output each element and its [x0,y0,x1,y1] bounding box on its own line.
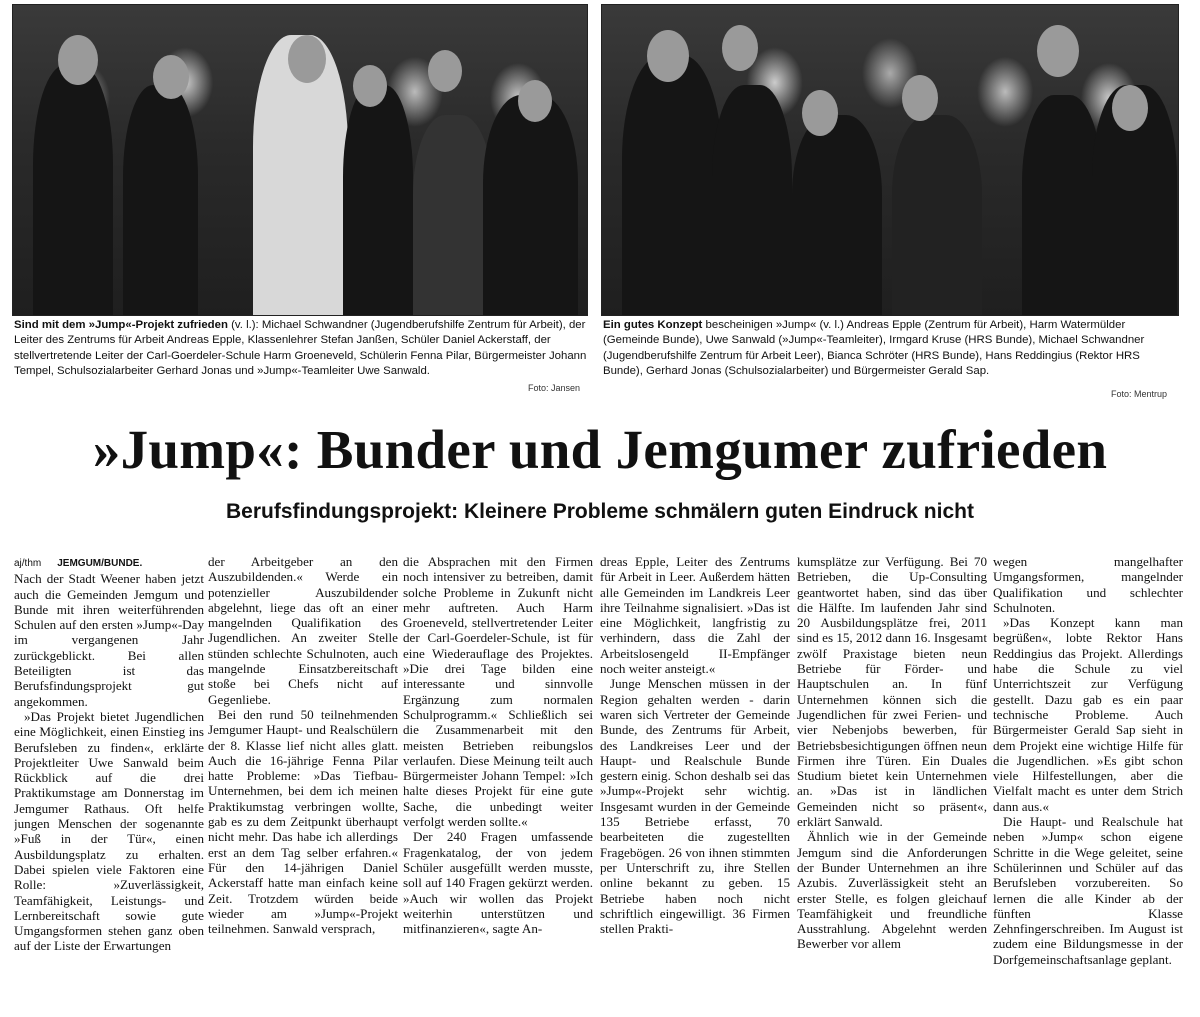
paragraph: der Arbeitgeber an den Auszubildenden.« Werde ein potenzieller Auszubildender abgelehnt, liege das oft an einer mangelnden Qualifikation des Jugendlichen. An zweiter Stelle stünden schlechte Schulnoten, auch mangelnde Einsatzbereitschaft stoße bei Chefs nicht auf Gegenliebe. [208,554,398,707]
article-column-6 [993,554,1183,1017]
paragraph: dreas Epple, Leiter des Zentrums für Arbeit in Leer. Außerdem hätten alle Gemeinden im Landkreis Leer ihre Teilnahme signalisiert. »Das ist eine Möglichkeit, langfristig zu verhindern, dass die Zahl der Arbeitslosengeld II-Empfänger noch weiter ansteigt.« [600,554,790,677]
dateline-place: JEMGUM/BUNDE. [57,558,143,569]
group-photo-right [601,4,1179,316]
paragraph: wegen mangelhafter Umgangsformen, mangelnder Qualifikation und schlechter Schulnoten. [993,554,1183,615]
paragraph: »Das Projekt bietet Jugendlichen eine Möglichkeit, einen Einstieg ins Berufsleben zu finden«, erklärte Projektleiter Uwe Sanwald beim Rückblick auf die drei Praktikumstage am Donnerstag im Jemgumer Rathaus. Oft helfe jungen Menschen der sogenannte »Fuß in der Tür«, einen Ausbildungsplatz zu erhalten. Dabei spielen viele Faktoren eine Rolle: »Zuverlässigkeit, Teamfähigkeit, Leistungs- und Lernbereitschaft sowie gute Umgangsformen stehen ganz oben auf der Liste der Erwartungen [14,708,204,954]
paragraph: Ähnlich wie in der Gemeinde Jemgum sind die Anforderungen der Bunder Unternehmen an ihre Azubis. Zuverlässigkeit steht an erster Stelle, es folgen gleichauf Teamfähigkeit und freundliche Ausstrahlung. Abgelehnt werden Bewerber vor allem [797,829,987,952]
article-headline: »Jump«: Bunder und Jemgumer zufrieden [92,419,1108,480]
caption-right-text: bescheinigen »Jump« (v. l.) Andreas Epple (Zentrum für Arbeit), Harm Watermülder (Gemeinde Bunde), Uwe Sanwald (»Jump«-Teamleiter), Irmgard Kruse (HRS Bunde), Michael Schwandner (Jugendberufshilfe Zentrum für Arbeit Leer), Bianca Schröter (HRS Bunde), Hans Reddingius (Rektor HRS Bunde), Gerhard Jonas (Schulsozialarbeiter) und Bürgermeister Gerald Sap. [603,319,1145,378]
paragraph: Nach der Stadt Weener haben jetzt auch die Gemeinden Jemgum und Bunde mit ihren weiterführenden Schulen auf den ersten »Jump«-Day im vergangenen Jahr zurückgeblickt. Bei allen Beteiligten ist das Berufsfindungsprojekt gut angekommen. [14,571,204,709]
caption-right-lead: Ein gutes Konzept [603,319,703,331]
paragraph: kumsplätze zur Verfügung. Bei 70 Betrieben, die Up-Consulting geantwortet haben, sind das über die Hälfte. Im laufenden Jahr sind 20 Ausbildungsplätze frei, 2011 sind es 15, 2012 dann 16. Insgesamt zwölf Praxistage bieten neun Betriebe für Förder- und Hauptschulen an. In fünf Unternehmen können sich die Jugendlichen für zwei Ferien- und vier Nebenjobs bewerben, für Betriebsbesichtigungen öffnen neun Firmen ihre Türen. Ein Duales Studium bietet kein Unternehmen an. »Das ist in ländlichen Gemeinden nicht so präsent«, erklärt Sanwald. [797,554,987,830]
paragraph: Junge Menschen müssen in der Region gehalten werden - darin waren sich Vertreter der Gemeinde Bunde, des Zentrums für Arbeit, des Landkreises Leer und der Haupt- und Realschule Bunde gestern einig. Schon deshalb sei das »Jump«-Projekt sehr wichtig. Insgesamt wurden in der Gemeinde 135 Betriebe erfasst, 70 bearbeiteten die zugestellten Fragebögen. 26 von ihnen stimmten per Unterschrift zu, ihre Stellen online bekannt zu geben. 15 Betriebe haben noch nicht schriftlich eingewilligt. 36 Firmen stellen Prakti- [600,676,790,937]
paragraph: Der 240 Fragen umfassende Fragenkatalog, der von jedem Schüler ausgefüllt werden musste, soll auf 140 Fragen gekürzt werden. »Auch wir wollen das Projekt weiterhin unterstützen und mitfinanzieren«, sagte An- [403,829,593,937]
group-photo-left [12,4,588,316]
paragraph: Bei den rund 50 teilnehmenden Jemgumer Haupt- und Realschülern der 8. Klasse lief nicht alles glatt. Auch die 16-jährige Fenna Pilar hatte Probleme: »Das Tiefbau-Unternehmen, bei dem ich meinen Praktikumstag verbringen wollte, gab es zu dem Zeitpunkt überhaupt nicht mehr. Das habe ich allerdings erst an dem Tag selber erfahren.« Für den 14-jährigen Daniel Ackerstaff hatte man einfach keine Zeit. Trotzdem würden beide wieder am »Jump«-Projekt teilnehmen. Sanwald versprach, [208,706,398,937]
article-column-3 [403,554,593,1017]
photo-caption-left [14,318,588,380]
photo-credit-left: Foto: Jansen [528,383,581,393]
dateline-author: aj/thm [14,558,42,569]
article-subheadline: Berufsfindungsprojekt: Kleinere Probleme schmälern guten Eindruck nicht [226,500,974,523]
paragraph: »Das Konzept kann man begrüßen«, lobte Rektor Hans Reddingius das Projekt. Allerdings habe die Schule zu viel Unterrichtszeit zur Verfügung gestellt. Dazu gab es ein paar technische Probleme. Auch Bürgermeister Gerald Sap sieht in dem Projekt eine wichtige Hilfe für die Jugendlichen. »Es gibt schon viele Hilfestellungen, aber die Vielfalt macht es unter dem Strich dann aus.« [993,615,1183,814]
article-column-4 [600,554,790,1017]
caption-left-text: (v. l.): Michael Schwandner (Jugendberufshilfe Zentrum für Arbeit), der Leiter des Zentrums für Arbeit Andreas Epple, Klassenlehrer Stefan Janßen, Schüler Daniel Ackerstaff, der stellvertretende Leiter der Carl-Goerdeler-Schule Harm Groeneveld, Schülerin Fenna Pilar, Bürgermeister Johann Tempel, Schulsozialarbeiter Gerhard Jonas und »Jump«-Teamleiter Uwe Sanwald. [14,319,587,378]
dateline [14,554,204,571]
paragraph: Die Haupt- und Realschule hat neben »Jump« schon eigene Schritte in die Wege geleitet, seine Schülerinnen und Schüler auf das Berufsleben vorzubereiten. So lernen die alle Kinder ab der fünften Klasse Zehnfingerschreiben. Im August ist zudem eine Bildungsmesse in der Dorfgemeinschaftsanlage geplant. [993,814,1183,967]
article-column-1 [14,554,204,1017]
article-column-5 [797,554,987,1017]
photo-caption-right [603,318,1179,380]
caption-left-lead: Sind mit dem »Jump«-Projekt zufrieden [14,319,228,331]
article-column-2 [208,554,398,1017]
photo-credit-right: Foto: Mentrup [1111,389,1168,399]
paragraph: die Absprachen mit den Firmen noch intensiver zu betreiben, damit solche Probleme in Zukunft nicht mehr auftreten. Auch Harm Groeneveld, stellvertretender Leiter der Carl-Goerdeler-Schule, ist für eine Wiederauflage des Projektes. »Die drei Tage bilden eine interessante und sinnvolle Ergänzung zum normalen Schulprogramm.« Schließlich sei die Zusammenarbeit mit den meisten Betrieben reibungslos verlaufen. Diese Meinung teilt auch Bürgermeister Johann Tempel: »Ich halte dieses Projekt für eine gute Sache, die unbedingt weiter verfolgt werden sollte.« [403,554,593,830]
